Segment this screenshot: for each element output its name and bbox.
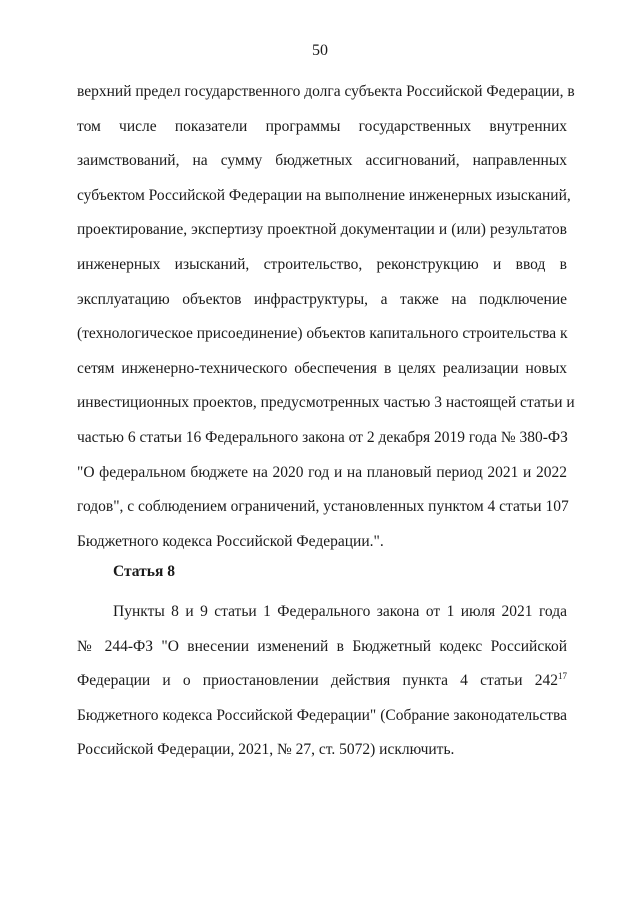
text-line: проектирование, экспертизу проектной документации и (или) результатов — [77, 221, 567, 239]
text-line: эксплуатацию объектов инфраструктуры, а также на подключение — [77, 290, 567, 308]
text-line: заимствований, на сумму бюджетных ассигнований, направленных — [77, 152, 567, 170]
text-line: годов", с соблюдением ограничений, установленных пунктом 4 статьи 107 — [77, 498, 569, 516]
text-line: (технологическое присоединение) объектов капитального строительства к — [77, 325, 568, 343]
text-line: субъектом Российской Федерации на выполнение инженерных изысканий, — [77, 186, 571, 204]
article-8-paragraph — [77, 595, 567, 768]
text-line: сетям инженерно-технического обеспечения в целях реализации новых — [77, 359, 567, 377]
text-line: верхний предел государственного долга субъекта Российской Федерации, в — [77, 83, 575, 100]
text-line: частью 6 статьи 16 Федерального закона от 2 декабря 2019 года № 380-ФЗ — [77, 428, 568, 446]
text-line: № 244-ФЗ "О внесении изменений в Бюджетный кодекс Российской — [77, 637, 567, 655]
text-line: инженерных изысканий, строительство, реконструкцию и ввод в — [77, 255, 567, 273]
text-line: том числе показатели программы государственных внутренних — [77, 117, 567, 135]
text-line-with-superscript — [77, 664, 567, 699]
text-line: Бюджетного кодекса Российской Федерации" (Собрание законодательства — [77, 706, 567, 724]
text-line: инвестиционных проектов, предусмотренных частью 3 настоящей статьи и — [77, 394, 575, 412]
text-line: Российской Федерации, 2021, № 27, ст. 5072) исключить. — [77, 741, 455, 759]
text-line: "О федеральном бюджете на 2020 год и на плановый период 2021 и 2022 — [77, 463, 567, 481]
superscript: 17 — [558, 671, 567, 682]
text-line: Пункты 8 и 9 статьи 1 Федерального закона от 1 июля 2021 года — [113, 603, 567, 620]
text-line: Бюджетного кодекса Российской Федерации.". — [77, 532, 384, 550]
article-heading: Статья 8 — [113, 563, 175, 580]
page-number: 50 — [312, 42, 328, 59]
paragraph-continuation — [77, 75, 575, 559]
text-fragment: Федерации и о приостановлении действия пункта 4 статьи 242 — [77, 672, 558, 690]
